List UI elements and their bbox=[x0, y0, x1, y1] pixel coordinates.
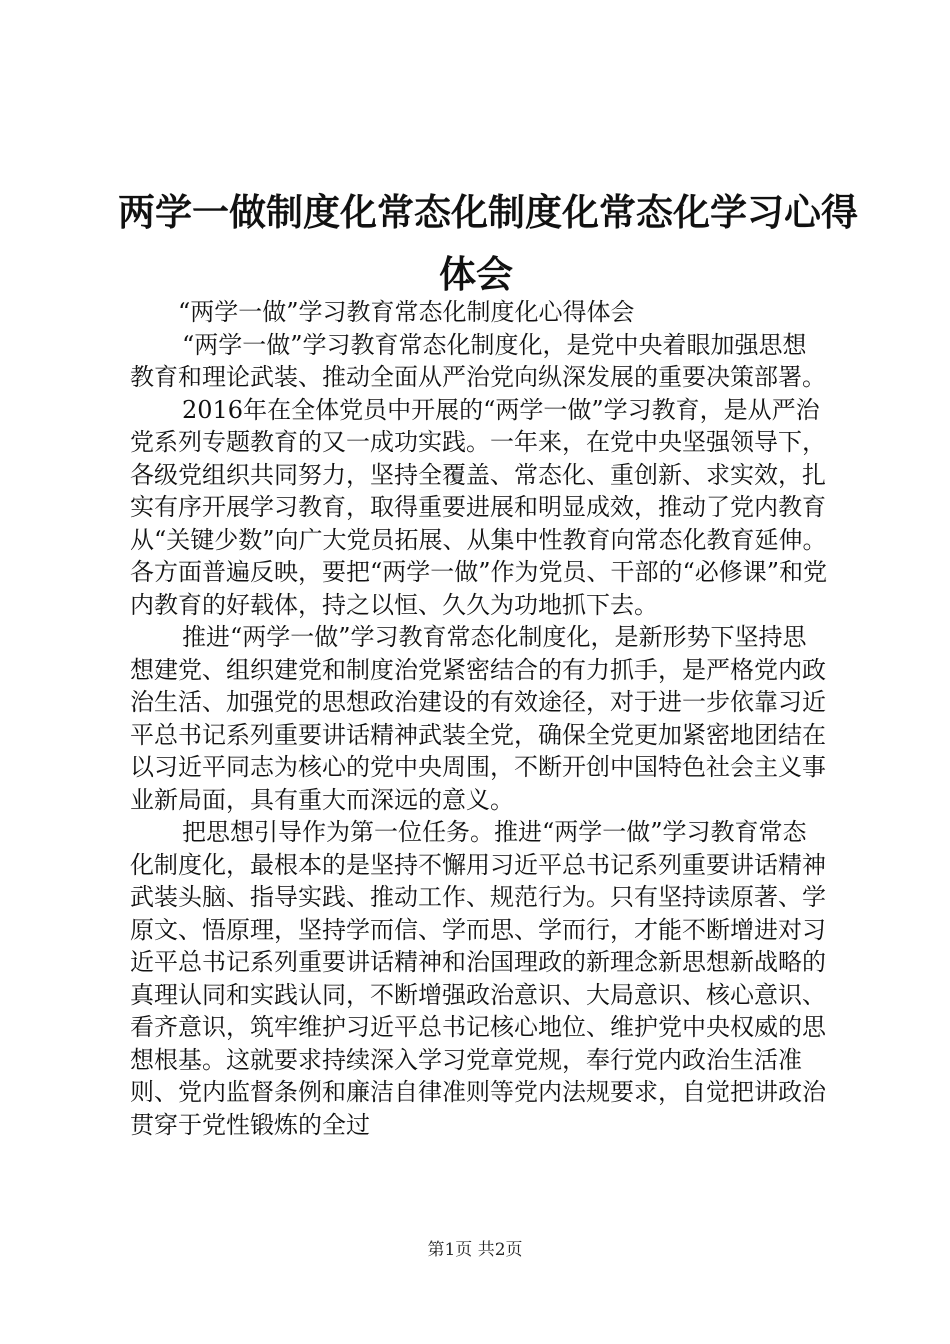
paragraph-4: 把思想引导作为第一位任务。推进“两学一做”学习教育常态化制度化，最根本的是坚持不懈用习近平总书记系列重要讲话精神武装头脑、指导实践、推动工作、规范行为。只有坚持读原著、学原文、悟原理，坚持学而信、学而思、学而行，才能不断增进对习近平总书记系列重要讲话精神和治国理政的新理念新思想新战略的真理认同和实践认同，不断增强政治意识、大局意识、核心意识、看齐意识，筑牢维护习近平总书记核心地位、维护党中央权威的思想根基。这就要求持续深入学习党章党规，奉行党内政治生活准则、党内监督条例和廉洁自律准则等党内法规要求，自觉把讲政治贯穿于党性锻炼的全过 bbox=[130, 818, 826, 1139]
document-subtitle: “两学一做”学习教育常态化制度化心得体会 bbox=[178, 298, 635, 326]
page-footer: 第1页 共2页 bbox=[427, 1240, 523, 1260]
document-title bbox=[118, 182, 858, 306]
paragraph-3: 推进“两学一做”学习教育常态化制度化，是新形势下坚持思想建党、组织建党和制度治党紧密结合的有力抓手，是严格党内政治生活、加强党的思想政治建设的有效途径，对于进一步依靠习近平总书记系列重要讲话精神武装全党，确保全党更加紧密地团结在以习近平同志为核心的党中央周围，不断开创中国特色社会主义事业新局面，具有重大而深远的意义。 bbox=[130, 623, 826, 814]
paragraph-2: 2016年在全体党员中开展的“两学一做”学习教育，是从严治党系列专题教育的又一成功实践。一年来，在党中央坚强领导下，各级党组织共同努力，坚持全覆盖、常态化、重创新、求实效，扎实有序开展学习教育，取得重要进展和明显成效，推动了党内教育从“关键少数”向广大党员拓展、从集中性教育向常态化教育延伸。各方面普遍反映，要把“两学一做”作为党员、干部的“必修课”和党内教育的好载体，持之以恒、久久为功地抓下去。 bbox=[130, 395, 828, 619]
document-body bbox=[130, 296, 830, 1141]
title-line-2: 体会 bbox=[439, 253, 513, 296]
title-line-1: 两学一做制度化常态化制度化常态化学习心得 bbox=[118, 191, 858, 234]
paragraph-1: “两学一做”学习教育常态化制度化，是党中央着眼加强思想教育和理论武装、推动全面从严治党向纵深发展的重要决策部署。 bbox=[130, 330, 826, 391]
